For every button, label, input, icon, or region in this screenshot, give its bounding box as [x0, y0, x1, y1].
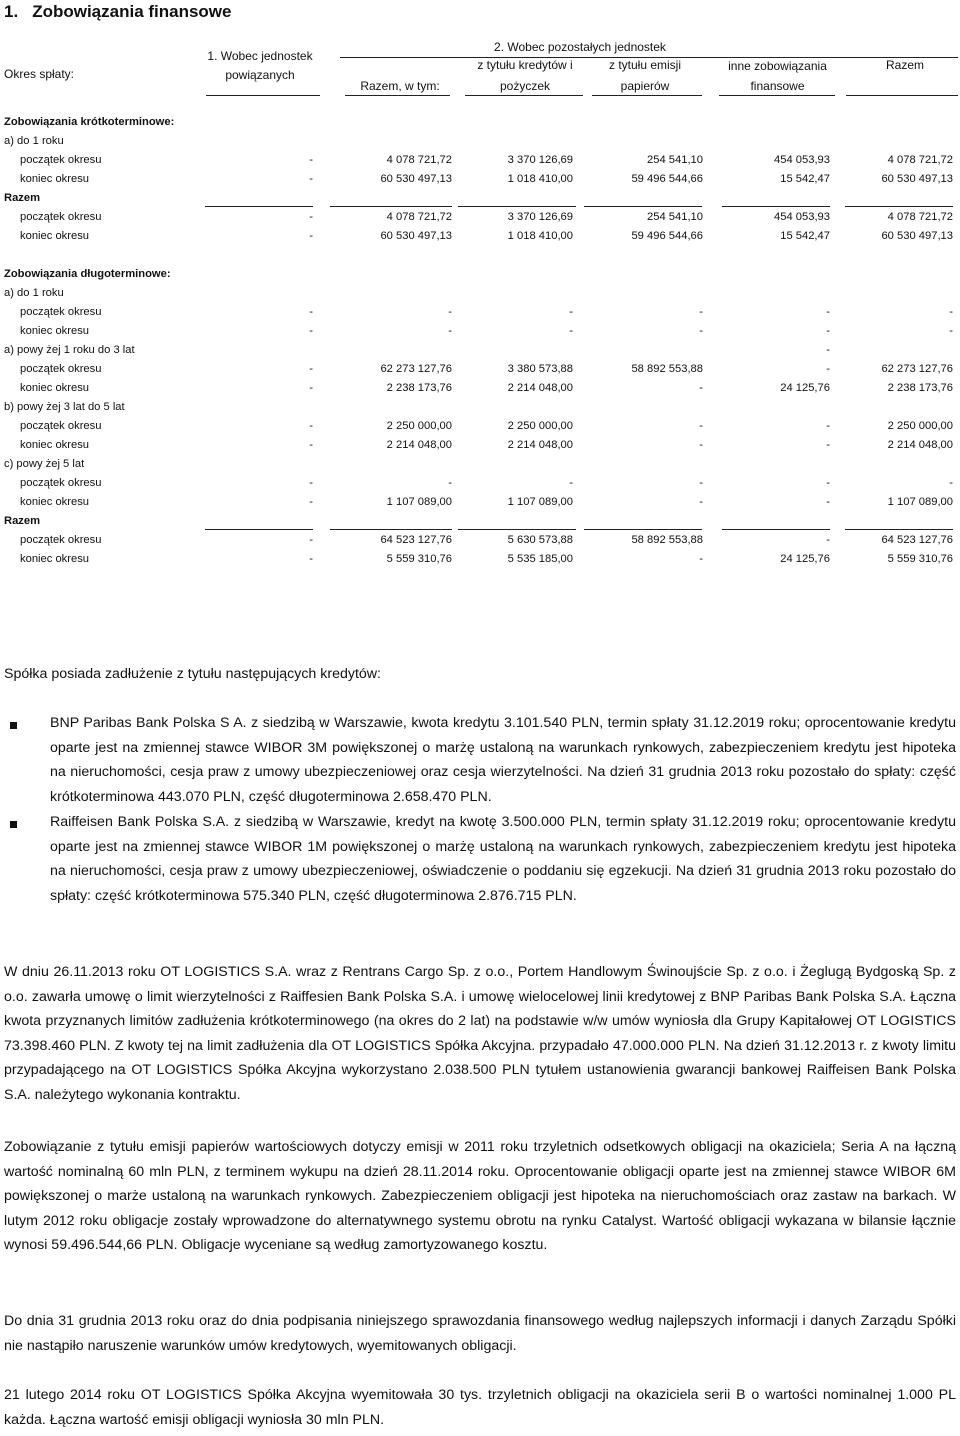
table-cell: -	[826, 420, 830, 432]
table-cell: -	[309, 306, 313, 318]
table-row	[0, 474, 960, 493]
credit-intro: Spółka posiada zadłużenie z tytułu następujących kredytów:	[4, 666, 381, 682]
table-cell: 24 125,76	[780, 553, 830, 565]
table-cell: -	[309, 382, 313, 394]
header-col1-line1: 1. Wobec jednostek	[207, 49, 313, 63]
table-cell: 3 370 126,69	[507, 211, 573, 223]
table-row	[0, 284, 960, 303]
row-label: Zobowiązania krótkoterminowe:	[4, 116, 175, 128]
table-cell: 5 559 310,76	[386, 553, 452, 565]
table-cell: -	[949, 325, 953, 337]
table-cell: 5 559 310,76	[887, 553, 953, 565]
table-cell: -	[309, 154, 313, 166]
table-cell: -	[569, 306, 573, 318]
table-cell: -	[699, 382, 703, 394]
table-cell: 2 214 048,00	[507, 439, 573, 451]
table-row	[0, 436, 960, 455]
table-cell: -	[309, 363, 313, 375]
table-cell: 3 380 573,88	[507, 363, 573, 375]
table-cell: -	[826, 534, 830, 546]
table-cell: -	[309, 420, 313, 432]
table-cell: -	[699, 439, 703, 451]
table-cell: -	[569, 477, 573, 489]
table-row	[0, 493, 960, 512]
table-cell: 60 530 497,13	[380, 230, 452, 242]
table-cell: 2 238 173,76	[887, 382, 953, 394]
row-label: początek okresu	[20, 363, 102, 375]
header-rule	[465, 95, 583, 96]
table-cell: -	[309, 230, 313, 242]
table-cell: -	[826, 477, 830, 489]
table-cell: 62 273 127,76	[380, 363, 452, 375]
table-cell: 1 107 089,00	[887, 496, 953, 508]
table-cell: 454 053,93	[774, 211, 830, 223]
total-rule	[584, 206, 702, 207]
table-cell: 2 250 000,00	[386, 420, 452, 432]
table-cell: -	[699, 325, 703, 337]
table-cell: 58 892 553,88	[631, 534, 703, 546]
table-cell: -	[826, 439, 830, 451]
table-cell: -	[826, 496, 830, 508]
paragraph-credit-limits: W dniu 26.11.2013 roku OT LOGISTICS S.A. wraz z Rentrans Cargo Sp. z o.o., Portem Handlowym Świnoujście Sp. z o.o. i Żeglugą Bydgoską Sp. z o.o. zawarła umowę o limit wierzytelności z Raiffesien Bank Polska S.A. i umowę wielocelowej linii kredytowej z BNP Paribas Bank Polska S.A. Łączna kwota przyznanych limitów zadłużenia krótkoterminowego (na okres do 2 lat) na podstawie w/w umów wyniosła dla Grupy Kapitałowej OT LOGISTICS 73.398.460 PLN. Z kwoty tej na limit zadłużenia dla OT LOGISTICS Spółka Akcyjna. przypadało 47.000.000 PLN. Na dzień 31.12.2013 r. z kwoty limitu przypadającego na OT LOGISTICS Spółka Akcyjna wykorzystano 2.038.500 PLN tytułem ustanowienia gwarancji bankowej Raiffeisen Bank Polska S.A. należytego wykonania kontraktu.	[4, 964, 956, 1103]
table-cell: -	[826, 344, 830, 356]
table-row	[0, 550, 960, 569]
table-row	[0, 132, 960, 151]
table-cell: 59 496 544,66	[631, 230, 703, 242]
bullet-icon	[10, 821, 17, 828]
table-cell: 2 214 048,00	[887, 439, 953, 451]
table-cell: -	[826, 325, 830, 337]
table-row	[0, 531, 960, 550]
paragraph-series-b: 21 lutego 2014 roku OT LOGISTICS Spółka Akcyjna wyemitowała 30 tys. trzyletnich obligacji na okaziciela serii B o wartości nominalnej 1.000 PL każda. Łączna wartość emisji obligacji wyniosła 30 mln PLN.	[4, 1387, 956, 1428]
paragraph-bonds: Zobowiązanie z tytułu emisji papierów wartościowych dotyczy emisji w 2011 roku trzyletnich odsetkowych obligacji na okaziciela; Seria A na łączną wartość nominalną 60 mln PLN, z terminem wykupu na dzień 28.11.2014 roku. Oprocentowanie obligacji oparte jest na zmiennej stawce WIBOR 6M powiększonej o marże ustaloną na warunkach rynkowych. Zabezpieczeniem obligacji jest hipoteka na nieruchomościach oraz zastaw na barkach. W lutym 2012 roku obligacje zostały wprowadzone do alternatywnego systemu obrotu na rynku Catalyst. Wartość obligacji wykazana w bilansie łącznie wynosi 59.496.544,66 PLN. Obligacje wyceniane są według zamortyzowanego kosztu.	[4, 1139, 956, 1254]
row-label: Zobowiązania długoterminowe:	[4, 268, 171, 280]
section-title: Zobowiązania finansowe	[32, 2, 232, 21]
paragraph-covenants: Do dnia 31 grudnia 2013 roku oraz do dnia podpisania niniejszego sprawozdania finansowego według najlepszych informacji i danych Zarządu Spółki nie nastąpiło naruszenie warunków umów kredytowych, wyemitowanych obligacji.	[4, 1313, 956, 1354]
total-rule	[845, 529, 953, 530]
table-cell: 24 125,76	[780, 382, 830, 394]
row-label: koniec okresu	[20, 173, 90, 185]
row-label: koniec okresu	[20, 382, 90, 394]
table-cell: 4 078 721,72	[386, 211, 452, 223]
table-cell: 2 250 000,00	[887, 420, 953, 432]
table-cell: -	[569, 325, 573, 337]
table-cell: -	[448, 325, 452, 337]
table-row	[0, 341, 960, 360]
table-cell: -	[309, 211, 313, 223]
row-label: początek okresu	[20, 211, 102, 223]
table-row	[0, 151, 960, 170]
table-row	[0, 379, 960, 398]
table-cell: -	[826, 306, 830, 318]
header-inne-line1: inne zobowiązania	[728, 59, 827, 73]
header-rule	[719, 95, 835, 96]
table-cell: 60 530 497,13	[380, 173, 452, 185]
bullet-icon	[10, 722, 17, 729]
row-label: a) do 1 roku	[4, 287, 64, 299]
table-cell: -	[448, 306, 452, 318]
table-cell: -	[699, 496, 703, 508]
row-label: Razem	[4, 515, 41, 527]
table-cell: 2 238 173,76	[386, 382, 452, 394]
total-rule	[458, 206, 576, 207]
table-cell: 1 107 089,00	[386, 496, 452, 508]
total-rule	[330, 529, 452, 530]
header-emisji-line2: papierów	[620, 79, 670, 93]
header-col1-line2: powiązanych	[225, 68, 295, 82]
table-row	[0, 170, 960, 189]
table-cell: -	[949, 477, 953, 489]
table-cell: -	[699, 477, 703, 489]
table-cell: -	[448, 477, 452, 489]
total-rule	[845, 206, 953, 207]
table-cell: 5 535 185,00	[507, 553, 573, 565]
table-cell: 254 541,10	[647, 211, 703, 223]
header-rule	[846, 95, 958, 96]
header-rule	[206, 95, 320, 96]
table-cell: 60 530 497,13	[881, 173, 953, 185]
row-label: początek okresu	[20, 534, 102, 546]
row-label: koniec okresu	[20, 325, 90, 337]
table-cell: -	[699, 553, 703, 565]
table-cell: 454 053,93	[774, 154, 830, 166]
table-row	[0, 246, 960, 265]
row-label: Razem	[4, 192, 41, 204]
table-row	[0, 208, 960, 227]
row-label: początek okresu	[20, 306, 102, 318]
table-cell: 2 214 048,00	[507, 382, 573, 394]
table-cell: 15 542,47	[780, 173, 830, 185]
row-label: koniec okresu	[20, 496, 90, 508]
table-cell: 3 370 126,69	[507, 154, 573, 166]
table-cell: -	[309, 173, 313, 185]
table-cell: 1 018 410,00	[507, 230, 573, 242]
table-row	[0, 113, 960, 132]
header-emisji-line1: z tytułu emisji	[608, 58, 682, 72]
table-cell: 2 250 000,00	[507, 420, 573, 432]
total-rule	[722, 206, 830, 207]
header-kredyty-line1: z tytułu kredytów i	[477, 58, 573, 72]
table-cell: -	[949, 306, 953, 318]
table-row	[0, 227, 960, 246]
table-cell: 60 530 497,13	[881, 230, 953, 242]
header-rule	[345, 95, 450, 96]
row-label: koniec okresu	[20, 439, 90, 451]
row-label: a) do 1 roku	[4, 135, 64, 147]
row-label: b) powy żej 3 lat do 5 lat	[4, 401, 125, 413]
table-cell: 4 078 721,72	[887, 211, 953, 223]
table-cell: -	[699, 420, 703, 432]
table-cell: 254 541,10	[647, 154, 703, 166]
table-cell: -	[309, 496, 313, 508]
total-rule	[584, 529, 702, 530]
table-cell: 62 273 127,76	[881, 363, 953, 375]
table-cell: -	[309, 325, 313, 337]
header-razem-w-tym: Razem, w tym:	[360, 79, 440, 93]
table-cell: 1 018 410,00	[507, 173, 573, 185]
table-row	[0, 322, 960, 341]
table-cell: -	[309, 439, 313, 451]
table-cell: -	[699, 306, 703, 318]
row-label: początek okresu	[20, 477, 102, 489]
row-label: koniec okresu	[20, 553, 90, 565]
section-number: 1.	[4, 2, 19, 21]
row-label: a) powy żej 1 roku do 3 lat	[4, 344, 135, 356]
table-row	[0, 360, 960, 379]
table-cell: 15 542,47	[780, 230, 830, 242]
table-cell: 4 078 721,72	[887, 154, 953, 166]
table-cell: 59 496 544,66	[631, 173, 703, 185]
table-row	[0, 303, 960, 322]
table-cell: -	[309, 553, 313, 565]
row-label: c) powy żej 5 lat	[4, 458, 85, 470]
table-cell: -	[309, 477, 313, 489]
header-okres: Okres spłaty:	[4, 67, 75, 81]
header-rule	[592, 95, 702, 96]
header-inne-line2: finansowe	[750, 79, 805, 93]
table-cell: -	[826, 363, 830, 375]
header-kredyty-line2: pożyczek	[499, 79, 551, 93]
table-cell: 64 523 127,76	[881, 534, 953, 546]
table-cell: 58 892 553,88	[631, 363, 703, 375]
table-cell: 2 214 048,00	[386, 439, 452, 451]
total-rule	[458, 529, 576, 530]
table-row	[0, 398, 960, 417]
total-rule	[722, 529, 830, 530]
row-label: początek okresu	[20, 154, 102, 166]
table-cell: 4 078 721,72	[386, 154, 452, 166]
total-rule	[205, 206, 313, 207]
page-title	[4, 2, 246, 22]
row-label: koniec okresu	[20, 230, 90, 242]
table-row	[0, 265, 960, 284]
header-razem: Razem	[885, 58, 924, 72]
table-cell: -	[309, 534, 313, 546]
credit-item-raiffeisen: Raiffeisen Bank Polska S.A. z siedzibą w Warszawie, kredyt na kwotę 3.500.000 PLN, termin spłaty 31.12.2019 roku; oprocentowanie kredytu oparte jest na zmiennej stawce WIBOR 1M powiększonej o marżę ustaloną na warunkach rynkowych, zabezpieczeniem kredytu jest hipoteka na nieruchomości, cesja praw z umowy ubezpieczeniowej, oświadczenie o poddaniu się egzekucji. Na dzień 31 grudnia 2013 roku pozostało do spłaty: część krótkoterminowa 575.340 PLN, część długoterminowa 2.876.715 PLN.	[50, 814, 956, 904]
total-rule	[205, 529, 313, 530]
table-cell: 5 630 573,88	[507, 534, 573, 546]
table-cell: 64 523 127,76	[380, 534, 452, 546]
table-row	[0, 455, 960, 474]
total-rule	[330, 206, 452, 207]
table-row	[0, 417, 960, 436]
row-label: początek okresu	[20, 420, 102, 432]
table-cell: 1 107 089,00	[507, 496, 573, 508]
header-group: 2. Wobec pozostałych jednostek	[494, 40, 666, 54]
credit-item-bnp: BNP Paribas Bank Polska S A. z siedzibą w Warszawie, kwota kredytu 3.101.540 PLN, termin spłaty 31.12.2019 roku; oprocentowanie kredytu oparte jest na zmiennej stawce WIBOR 3M powiększonej o marżę ustaloną na warunkach rynkowych, zabezpieczeniem kredytu jest hipoteka na nieruchomości, cesja praw z umowy ubezpieczeniowej oraz cesja wierzytelności. Na dzień 31 grudnia 2013 roku pozostało do spłaty: część krótkoterminowa 443.070 PLN, część długoterminowa 2.658.470 PLN.	[50, 715, 956, 805]
